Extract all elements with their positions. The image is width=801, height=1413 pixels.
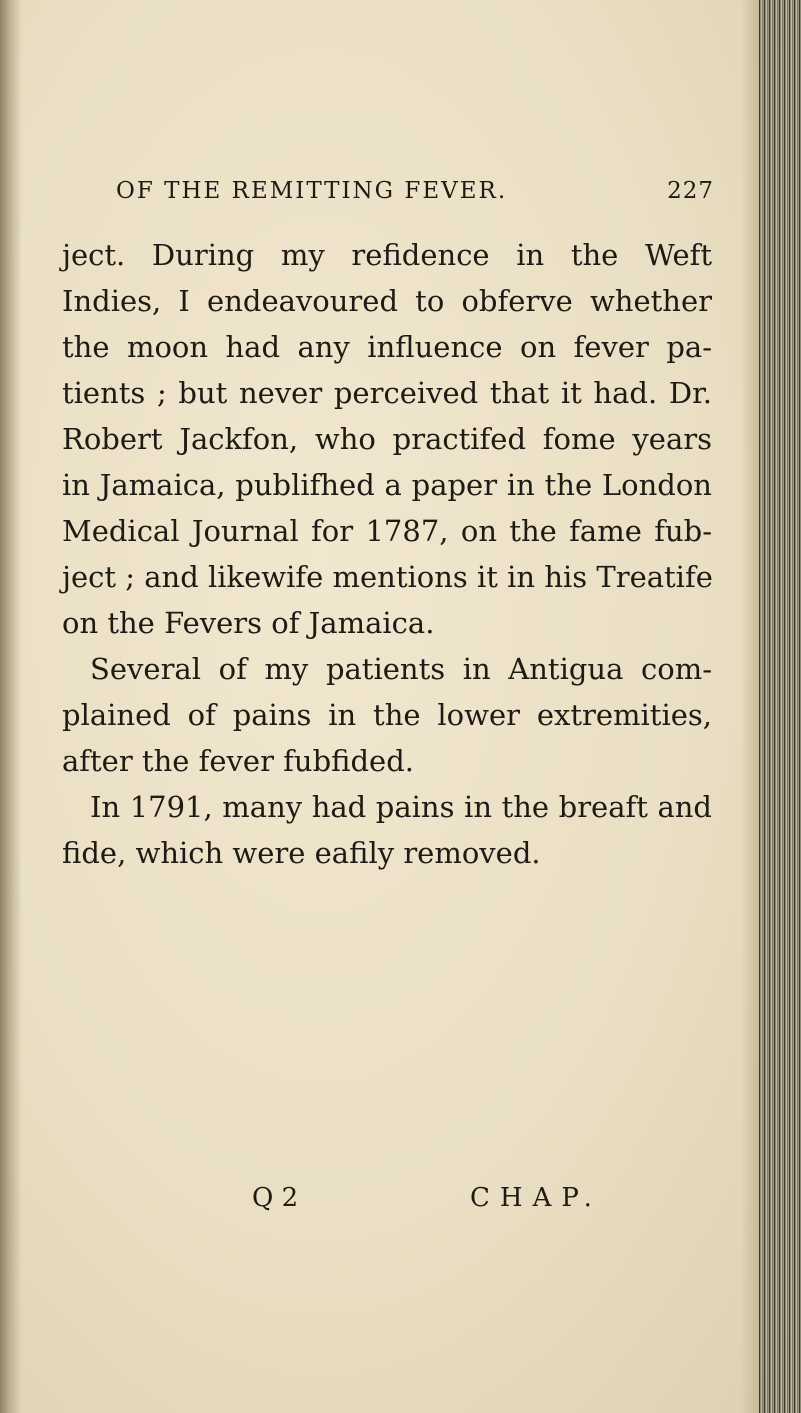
stacked-page-edges	[759, 0, 801, 1413]
text-line: the moon had any influence on fever pa-	[62, 330, 712, 364]
text-line: after the fever fubfided.	[62, 744, 414, 778]
page-gutter-shadow	[0, 0, 22, 1413]
page-edge-shadow	[741, 0, 759, 1413]
text-line: tients ; but never perceived that it had. Dr.	[62, 376, 712, 410]
text-line: In 1791, many had pains in the breaft and	[90, 790, 712, 824]
text-line: Indies, I endeavoured to obferve whether	[62, 284, 712, 318]
running-head	[116, 178, 714, 204]
text-line: Several of my patients in Antigua com-	[90, 652, 712, 686]
page-number: 227	[667, 178, 714, 204]
text-line: ject. During my refidence in the Weft	[62, 238, 712, 272]
text-line: plained of pains in the lower extremities,	[62, 698, 712, 732]
text-line: Medical Journal for 1787, on the fame fub-	[62, 514, 712, 548]
text-line: fide, which were eafily removed.	[62, 836, 541, 870]
signature-mark: Q 2	[252, 1183, 299, 1213]
running-head-title: OF THE REMITTING FEVER.	[116, 178, 508, 204]
text-line: Robert Jackfon, who practifed fome years	[62, 422, 712, 456]
catchword: CHAP.	[470, 1183, 602, 1213]
text-line: in Jamaica, publifhed a paper in the London	[62, 468, 712, 502]
text-line: on the Fevers of Jamaica.	[62, 606, 435, 640]
body-text	[62, 232, 712, 876]
text-line: ject ; and likewife mentions it in his Treatife	[62, 560, 713, 594]
